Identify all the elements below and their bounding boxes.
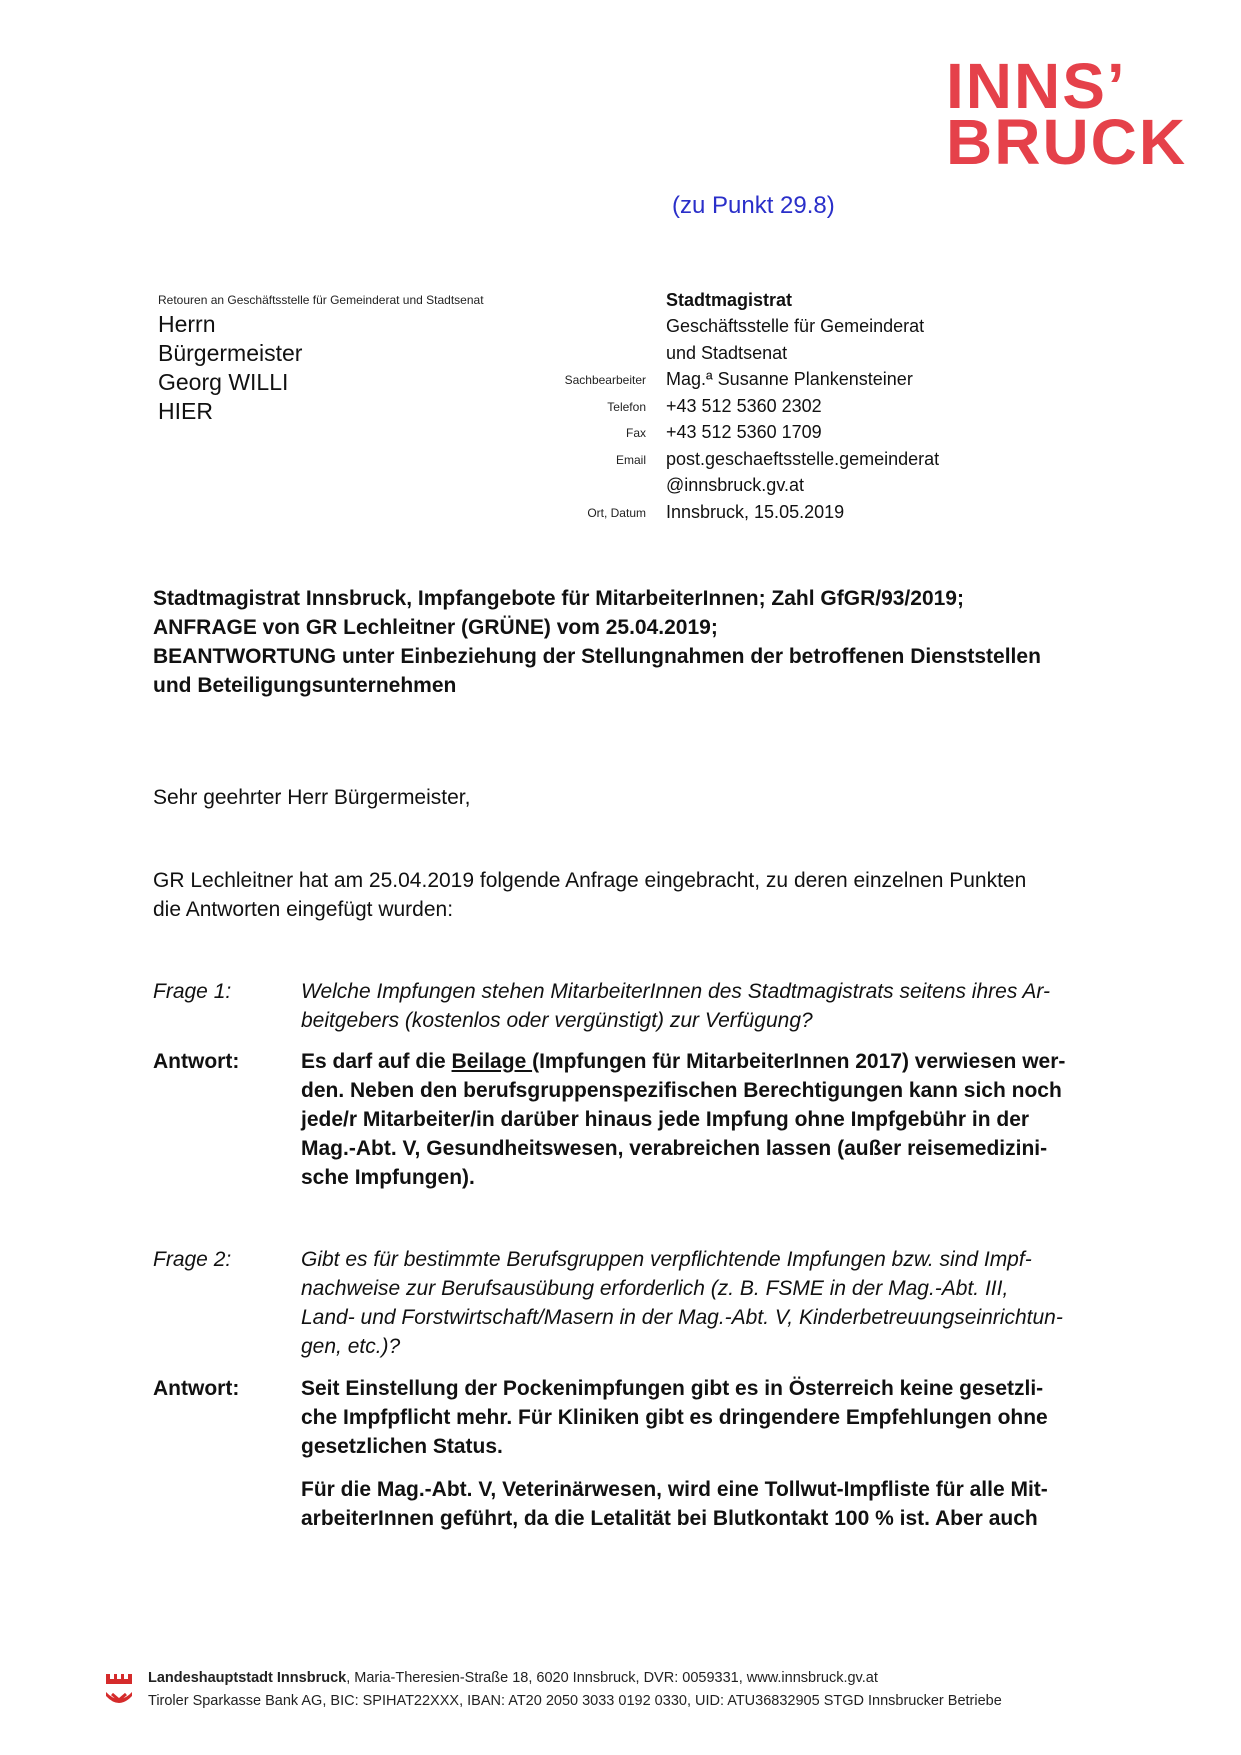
answer-2 — [153, 1374, 1143, 1533]
fax-value: +43 512 5360 1709 — [666, 422, 822, 442]
recipient-address — [158, 310, 302, 426]
answer-1-text: Es darf auf die — [301, 1050, 452, 1073]
fax-label: Fax — [625, 426, 646, 440]
sachbearbeiter-value: Mag.ª Susanne Plankensteiner — [666, 369, 913, 389]
subject-line: Stadtmagistrat Innsbruck, Impfangebote für MitarbeiterInnen; Zahl GfGR/93/2019; — [153, 587, 964, 610]
answer-1-text: (Impfungen für MitarbeiterInnen 2017) verwiesen wer- — [532, 1050, 1066, 1073]
subject-line: BEANTWORTUNG unter Einbeziehung der Stellungnahmen der betroffenen Dienststellen — [153, 645, 1041, 668]
answer-2-line: gesetzlichen Status. — [301, 1435, 503, 1458]
footer-address: , Maria-Theresien-Straße 18, 6020 Innsbruck, DVR: 0059331, www.innsbruck.gv.at — [346, 1670, 878, 1686]
beilage-link[interactable]: Beilage — [451, 1050, 533, 1073]
answer-2-line: che Impfpflicht mehr. Für Kliniken gibt es dringendere Empfehlungen ohne — [301, 1406, 1048, 1429]
ort-datum-label: Ort, Datum — [587, 505, 646, 520]
recipient-line: Bürgermeister — [158, 340, 303, 366]
question-1-line: Welche Impfungen stehen MitarbeiterInnen des Stadtmagistrats seitens ihres Ar- — [301, 980, 1050, 1003]
question-2 — [153, 1245, 1143, 1361]
answer-2-line: Seit Einstellung der Pockenimpfungen gibt es in Österreich keine gesetzli- — [301, 1377, 1044, 1400]
email-value: post.geschaeftsstelle.gemeinderat — [666, 448, 940, 469]
question-1-label: Frage 1: — [153, 980, 232, 1003]
answer-2-line: Für die Mag.-Abt. V, Veterinärwesen, wird eine Tollwut-Impfliste für alle Mit- — [301, 1478, 1048, 1501]
sender-dept: und Stadtsenat — [666, 342, 788, 363]
email-value-cont: @innsbruck.gv.at — [666, 475, 804, 495]
footer-line-1 — [148, 1667, 1002, 1690]
question-1-line: beitgebers (kostenlos oder vergünstigt) zur Verfügung? — [301, 1009, 813, 1032]
ort-datum-value: Innsbruck, 15.05.2019 — [666, 501, 845, 522]
question-2-line: gen, etc.)? — [301, 1335, 401, 1358]
logo-line-2: BRUCK — [946, 106, 1188, 178]
telefon-label: Telefon — [607, 399, 646, 414]
subject-line: und Beteiligungsunternehmen — [153, 674, 457, 697]
answer-1-line: Mag.-Abt. V, Gesundheitswesen, verabreichen lassen (außer reisemedizini- — [301, 1137, 1048, 1160]
sender-org: Stadtmagistrat — [666, 289, 793, 310]
intro-line: GR Lechleitner hat am 25.04.2019 folgende Anfrage eingebracht, zu deren einzelnen Punkten — [153, 869, 1027, 892]
question-2-line: Gibt es für bestimmte Berufsgruppen verpflichtende Impfungen bzw. sind Impf- — [301, 1248, 1032, 1271]
sender-block — [480, 284, 1040, 523]
footer-city: Landeshauptstadt Innsbruck — [148, 1670, 347, 1686]
sender-dept: Geschäftsstelle für Gemeinderat — [666, 316, 925, 336]
salutation: Sehr geehrter Herr Bürgermeister, — [153, 786, 471, 809]
footer-line-2: Tiroler Sparkasse Bank AG, BIC: SPIHAT22XXX, IBAN: AT20 2050 3033 0192 0330, UID: ATU36832905 STGD Innsbrucker Betriebe — [148, 1693, 1002, 1709]
answer-2-line: arbeiterInnen geführt, da die Letalität bei Blutkontakt 100 % ist. Aber auch — [301, 1507, 1038, 1530]
agenda-point: (zu Punkt 29.8) — [672, 192, 835, 219]
recipient-line: Georg WILLI — [158, 369, 289, 395]
city-crest-icon — [104, 1670, 134, 1710]
intro-paragraph — [153, 866, 1143, 924]
answer-1-line: den. Neben den berufsgruppenspezifischen Berechtigungen kann sich noch — [301, 1079, 1062, 1102]
answer-1-line: sche Impfungen). — [301, 1166, 475, 1189]
recipient-line: Herrn — [158, 311, 216, 337]
recipient-line: HIER — [158, 398, 213, 424]
return-address: Retouren an Geschäftsstelle für Gemeinderat und Stadtsenat — [158, 293, 484, 307]
question-2-line: nachweise zur Berufsausübung erforderlich (z. B. FSME in der Mag.-Abt. III, — [301, 1277, 1009, 1300]
intro-line: die Antworten eingefügt wurden: — [153, 898, 454, 921]
innsbruck-logo — [946, 50, 1196, 178]
question-2-label: Frage 2: — [153, 1248, 232, 1271]
email-label: Email — [615, 452, 646, 467]
telefon-value: +43 512 5360 2302 — [666, 395, 822, 416]
answer-1-line: jede/r Mitarbeiter/in darüber hinaus jede Impfung ohne Impfgebühr in der — [301, 1108, 1030, 1131]
answer-1-label: Antwort: — [153, 1050, 240, 1073]
logo-line-1: INNS’ — [946, 50, 1127, 122]
subject-line: ANFRAGE von GR Lechleitner (GRÜNE) vom 25.04.2019; — [153, 616, 718, 639]
sachbearbeiter-label: Sachbearbeiter — [564, 373, 646, 387]
question-2-line: Land- und Forstwirtschaft/Masern in der Mag.-Abt. V, Kinderbetreuungseinrichtun- — [301, 1306, 1063, 1329]
answer-2-label: Antwort: — [153, 1377, 240, 1400]
question-1 — [153, 977, 1143, 1035]
answer-1 — [153, 1047, 1143, 1192]
subject-heading — [153, 584, 1143, 700]
